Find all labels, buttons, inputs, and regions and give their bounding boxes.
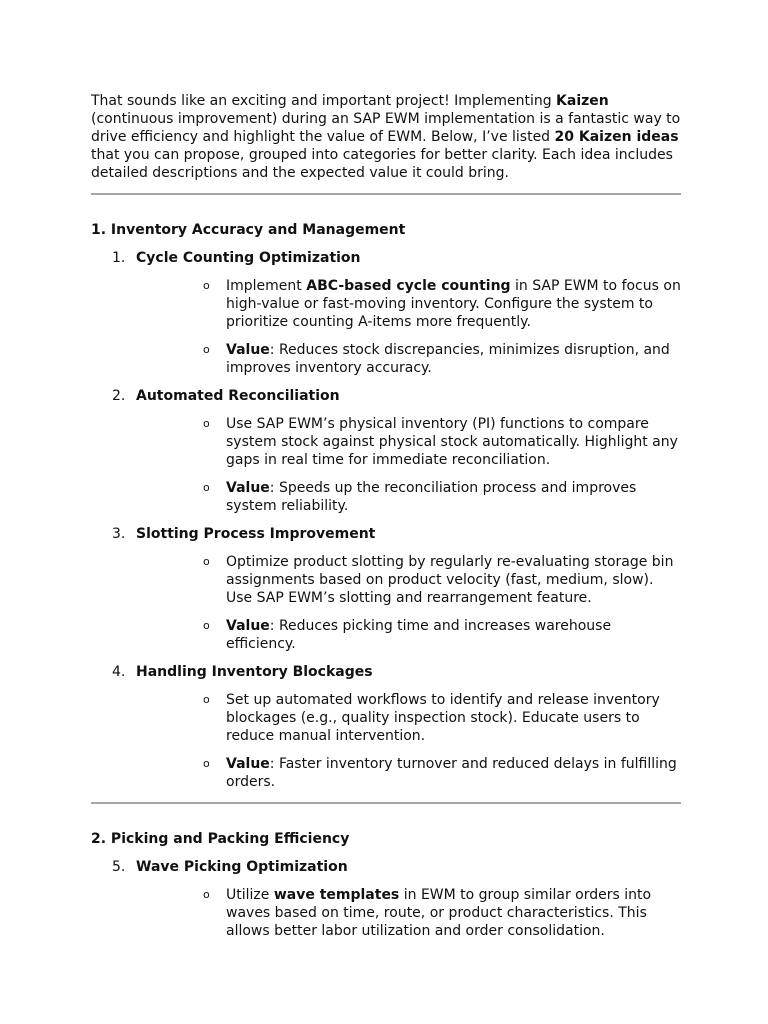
bullet-text: Utilize	[226, 887, 274, 903]
value-text: : Faster inventory turnover and reduced delays in fulfilling orders.	[226, 756, 677, 790]
idea-item-1	[91, 249, 681, 377]
bullet-value	[136, 755, 681, 791]
bullet-text: in EWM to group similar orders into waves based on time, route, or product characteristics. This allows better labor utilization and order consolidation.	[226, 887, 652, 939]
bullet-marker-icon: o	[203, 417, 210, 430]
value-text: : Speeds up the reconciliation process and improves system reliability.	[226, 480, 637, 514]
bullet-marker-icon: o	[203, 343, 210, 356]
bullet-description	[136, 415, 681, 469]
idea-title: Cycle Counting Optimization	[136, 250, 361, 266]
value-label: Value	[226, 618, 270, 634]
value-label: Value	[226, 756, 270, 772]
idea-item-2	[91, 387, 681, 515]
idea-item-5	[91, 858, 681, 940]
idea-bullets	[136, 691, 681, 791]
bullet-description	[136, 553, 681, 607]
bullet-bold-text: ABC-based cycle counting	[306, 278, 511, 294]
idea-bullets	[136, 277, 681, 377]
bullet-marker-icon: o	[203, 555, 210, 568]
intro-paragraph	[91, 92, 681, 182]
intro-bold-kaizen: Kaizen	[556, 93, 609, 109]
idea-bullets	[136, 553, 681, 653]
value-text: : Reduces stock discrepancies, minimizes disruption, and improves inventory accuracy.	[226, 342, 670, 376]
bullet-text: Optimize product slotting by regularly re-evaluating storage bin assignments based on product velocity (fast, medium, slow). Use SAP EWM’s slotting and rearrangement feature.	[226, 554, 674, 606]
idea-number: 1.	[112, 250, 126, 266]
idea-item-3	[91, 525, 681, 653]
idea-title: Automated Reconciliation	[136, 388, 340, 404]
bullet-bold-text: wave templates	[273, 887, 400, 903]
idea-number: 4.	[112, 664, 126, 680]
bullet-description	[136, 886, 681, 940]
idea-number: 3.	[112, 526, 126, 542]
bullet-description	[136, 691, 681, 745]
bullet-text: Set up automated workflows to identify and release inventory blockages (e.g., quality inspection stock). Educate users to reduce manual intervention.	[226, 692, 660, 744]
idea-number: 5.	[112, 859, 126, 875]
bullet-marker-icon: o	[203, 757, 210, 770]
bullet-value	[136, 341, 681, 377]
idea-item-4	[91, 663, 681, 791]
intro-bold-ideas: 20 Kaizen ideas	[554, 129, 679, 145]
intro-text-2: (continuous improvement) during an SAP EWM implementation is a fantastic way to drive efficiency and highlight the value of EWM. Below, I’ve listed	[91, 111, 681, 145]
bullet-text: Implement	[226, 278, 307, 294]
document-page	[91, 92, 681, 940]
value-label: Value	[226, 480, 270, 496]
idea-bullets	[136, 415, 681, 515]
bullet-text: Use SAP EWM’s physical inventory (PI) functions to compare system stock against physical stock automatically. Highlight any gaps in real time for immediate reconciliation.	[226, 416, 678, 468]
horizontal-rule-2	[91, 802, 681, 804]
idea-title: Wave Picking Optimization	[136, 859, 348, 875]
bullet-marker-icon: o	[203, 279, 210, 292]
bullet-marker-icon: o	[203, 693, 210, 706]
value-label: Value	[226, 342, 270, 358]
bullet-text: in SAP EWM to focus on high-value or fast-moving inventory. Configure the system to prioritize counting A-items more frequently.	[226, 278, 681, 330]
intro-text-3: that you can propose, grouped into categories for better clarity. Each idea includes detailed descriptions and the expected value it could bring.	[91, 147, 673, 181]
section-heading-1: 1. Inventory Accuracy and Management	[91, 222, 406, 238]
intro-text-1: That sounds like an exciting and important project! Implementing	[91, 93, 557, 109]
bullet-description	[136, 277, 681, 331]
bullet-value	[136, 479, 681, 515]
section-heading-2: 2. Picking and Packing Efficiency	[91, 831, 350, 847]
bullet-marker-icon: o	[203, 481, 210, 494]
bullet-marker-icon: o	[203, 888, 210, 901]
horizontal-rule-1	[91, 193, 681, 195]
bullet-value	[136, 617, 681, 653]
idea-title: Handling Inventory Blockages	[136, 664, 373, 680]
idea-bullets	[136, 886, 681, 940]
bullet-marker-icon: o	[203, 619, 210, 632]
idea-number: 2.	[112, 388, 126, 404]
value-text: : Reduces picking time and increases warehouse efficiency.	[226, 618, 612, 652]
idea-title: Slotting Process Improvement	[136, 526, 376, 542]
